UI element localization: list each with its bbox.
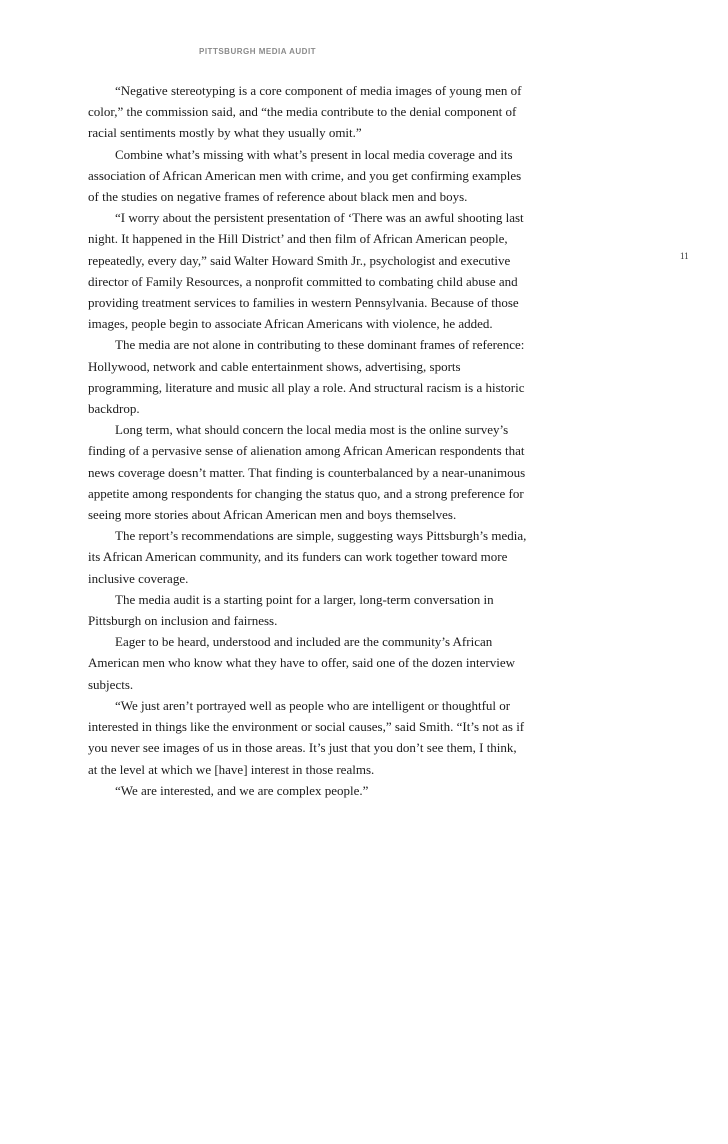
paragraph: “I worry about the persistent presentation of ‘There was an awful shooting last night. It happened in the Hill District’ and then film of African American people, repeatedly, every day,” said Walter Howard Smith Jr., psychologist and executive director of Family Resources, a nonprofit committed to combating child abuse and providing treatment services to families in western Pennsylvania. Because of those images, people begin to associate African Americans with violence, he added. [88, 210, 524, 332]
article-body [88, 80, 528, 801]
paragraph: The report’s recommendations are simple, suggesting ways Pittsburgh’s media, its African American community, and its funders can work together toward more inclusive coverage. [88, 528, 527, 586]
paragraph: “We just aren’t portrayed well as people who are intelligent or thoughtful or interested in things like the environment or social causes,” said Smith. “It’s not as if you never see images of us in those areas. It’s just that you don’t see them, I think, at the level at which we [have] interest in those realms. [88, 697, 525, 777]
paragraph: The media audit is a starting point for a larger, long-term conversation in Pittsburgh on inclusion and fairness. [88, 591, 494, 629]
page-number: 11 [680, 251, 689, 261]
paragraph: Combine what’s missing with what’s present in local media coverage and its association of African American men with crime, and you get confirming examples of the studies on negative frames of reference about black men and boys. [88, 146, 522, 205]
paragraph: “Negative stereotyping is a core component of media images of young men of color,” the commission said, and “the media contribute to the denial component of racial sentiments mostly by what they usually omit.” [88, 83, 522, 141]
paragraph: “We are interested, and we are complex people.” [115, 782, 369, 798]
paragraph: Long term, what should concern the local media most is the online survey’s finding of a pervasive sense of alienation among African American respondents that news coverage doesn’t matter. That finding is counterbalanced by a near-unanimous appetite among respondents for changing the status quo, and a strong preference for seeing more stories about African American men and boys themselves. [88, 422, 526, 523]
paragraph: The media are not alone in contributing to these dominant frames of reference: Hollywood, network and cable entertainment shows, advertising, sports programming, literature and music all play a role. And structural racism is a historic backdrop. [88, 337, 525, 417]
paragraph: Eager to be heard, understood and included are the community’s African American men who know what they have to offer, said one of the dozen interview subjects. [88, 634, 516, 692]
running-header: PITTSBURGH MEDIA AUDIT [199, 47, 317, 56]
